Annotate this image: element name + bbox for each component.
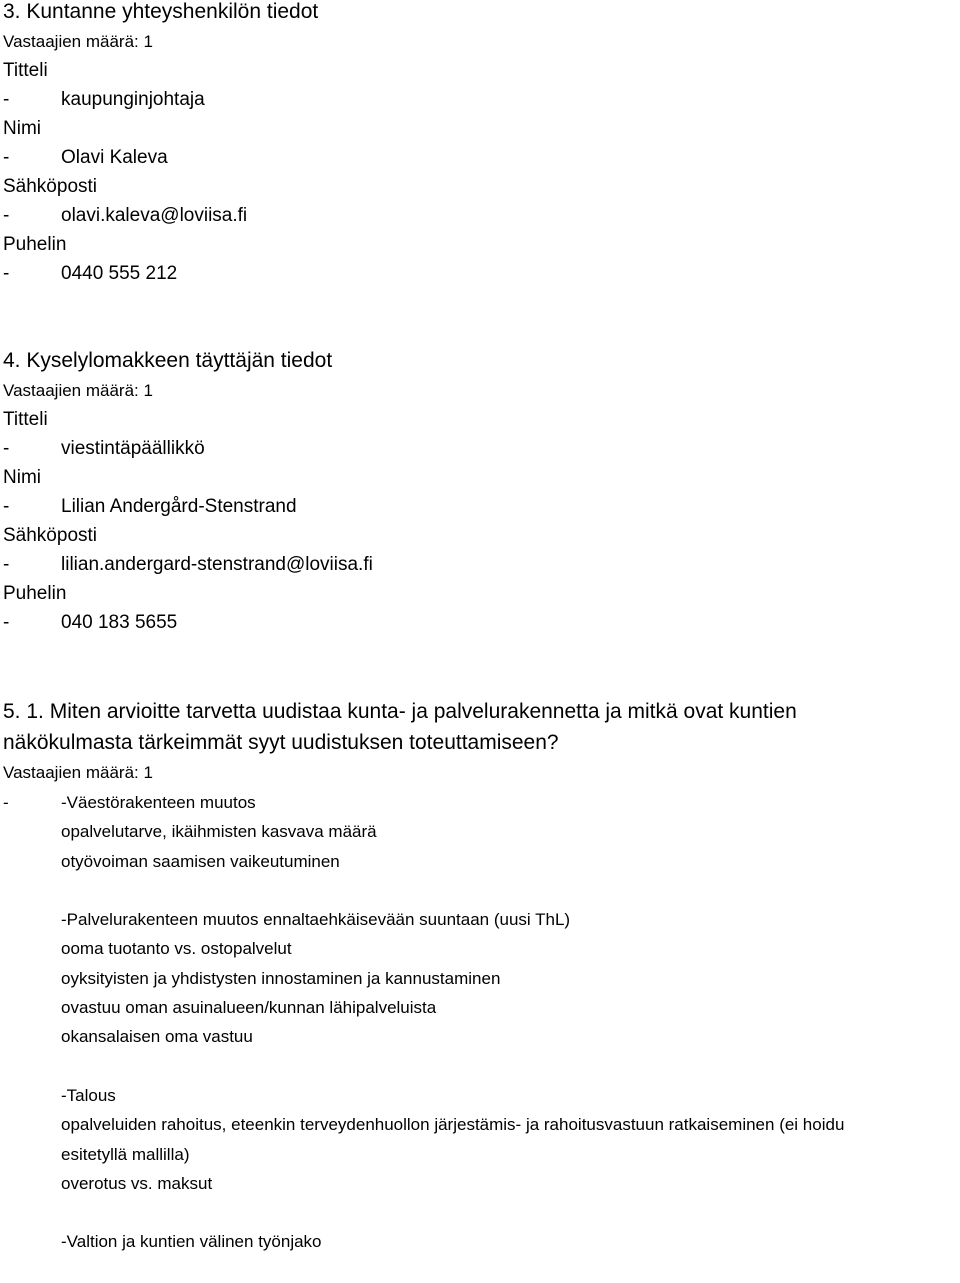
bullet-dash: - bbox=[3, 612, 10, 633]
answer-text: kaupunginjohtaja bbox=[61, 89, 205, 110]
bullet-dash: - bbox=[3, 554, 10, 575]
field-value-name bbox=[3, 492, 958, 521]
field-value-name bbox=[3, 143, 958, 172]
question-title: 5. 1. Miten arvioitte tarvetta uudistaa kunta- ja palvelurakennetta ja mitkä ovat kuntien näkökulmasta tärkeimmät syyt uudistuksen toteuttamiseen? bbox=[3, 700, 797, 754]
field-label-phone: Puhelin bbox=[3, 234, 67, 255]
answer-line bbox=[3, 964, 958, 993]
survey-results-page bbox=[3, 0, 958, 1257]
field-label-title: Titteli bbox=[3, 60, 48, 81]
bullet-dash: - bbox=[3, 205, 10, 226]
answer-line bbox=[3, 788, 958, 817]
field-value-phone bbox=[3, 259, 958, 288]
field-label-name: Nimi bbox=[3, 118, 41, 139]
answer-line bbox=[3, 817, 958, 846]
answer-line bbox=[3, 934, 958, 963]
answer-text: lilian.andergard-stenstrand@loviisa.fi bbox=[61, 554, 373, 575]
answer-line-text: -Palvelurakenteen muutos ennaltaehkäisevään suuntaan (uusi ThL) bbox=[61, 910, 571, 930]
answer-line bbox=[3, 905, 958, 934]
respondent-count: Vastaajien määrä: 1 bbox=[3, 381, 153, 400]
answer-blank-line bbox=[3, 876, 958, 905]
answer-line-text: -Talous bbox=[61, 1085, 116, 1105]
answer-blank-line bbox=[3, 1198, 958, 1227]
answer-line-text: -Valtion ja kuntien välinen työnjako bbox=[61, 1232, 322, 1252]
bullet-dash: - bbox=[3, 147, 10, 168]
answer-line-text: esitetyllä mallilla) bbox=[61, 1144, 190, 1164]
section-title: 4. Kyselylomakkeen täyttäjän tiedot bbox=[3, 349, 333, 372]
field-label-name: Nimi bbox=[3, 467, 41, 488]
answer-text: 0440 555 212 bbox=[61, 263, 178, 284]
respondent-count: Vastaajien määrä: 1 bbox=[3, 32, 153, 51]
section-title: 3. Kuntanne yhteyshenkilön tiedot bbox=[3, 0, 319, 23]
answer-line-text: otyövoiman saamisen vaikeutuminen bbox=[61, 851, 340, 871]
answer-line-text: okansalaisen oma vastuu bbox=[61, 1027, 253, 1047]
field-value-email bbox=[3, 201, 958, 230]
answer-line bbox=[3, 993, 958, 1022]
answer-text: viestintäpäällikkö bbox=[61, 438, 205, 459]
answer-line bbox=[3, 847, 958, 876]
field-label-phone: Puhelin bbox=[3, 583, 67, 604]
field-value-title bbox=[3, 434, 958, 463]
bullet-dash: - bbox=[3, 793, 9, 812]
section-question-1 bbox=[3, 696, 958, 1257]
bullet-dash: - bbox=[3, 496, 10, 517]
field-value-phone bbox=[3, 608, 958, 637]
answer-text: Lilian Andergård-Stenstrand bbox=[61, 496, 297, 517]
bullet-dash: - bbox=[3, 263, 10, 284]
bullet-dash: - bbox=[3, 89, 10, 110]
answer-line-text: opalvelutarve, ikäihmisten kasvava määrä bbox=[61, 822, 377, 842]
field-label-email: Sähköposti bbox=[3, 176, 98, 197]
answer-line bbox=[3, 1110, 958, 1139]
field-value-title bbox=[3, 85, 958, 114]
open-answer bbox=[3, 788, 958, 1257]
answer-line-text: ovastuu oman asuinalueen/kunnan lähipalveluista bbox=[61, 998, 437, 1018]
answer-line-text: ooma tuotanto vs. ostopalvelut bbox=[61, 939, 292, 959]
respondent-count: Vastaajien määrä: 1 bbox=[3, 763, 153, 782]
field-value-email bbox=[3, 550, 958, 579]
bullet-dash: - bbox=[3, 438, 10, 459]
answer-text: Olavi Kaleva bbox=[61, 147, 168, 168]
answer-line bbox=[3, 1022, 958, 1051]
answer-line bbox=[3, 1227, 958, 1256]
answer-line bbox=[3, 1081, 958, 1110]
answer-text: olavi.kaleva@loviisa.fi bbox=[61, 205, 248, 226]
answer-line-text: oyksityisten ja yhdistysten innostaminen ja kannustaminen bbox=[61, 968, 501, 988]
field-label-title: Titteli bbox=[3, 409, 48, 430]
section-form-filler bbox=[3, 346, 958, 637]
answer-blank-line bbox=[3, 1052, 958, 1081]
answer-line-text: overotus vs. maksut bbox=[61, 1173, 213, 1193]
answer-line bbox=[3, 1169, 958, 1198]
field-label-email: Sähköposti bbox=[3, 525, 98, 546]
answer-text: 040 183 5655 bbox=[61, 612, 178, 633]
answer-line bbox=[3, 1140, 958, 1169]
section-contact-person bbox=[3, 0, 958, 288]
answer-line-text: opalveluiden rahoitus, eteenkin terveydenhuollon järjestämis- ja rahoitusvastuun ratkaiseminen (ei hoidu bbox=[61, 1115, 845, 1135]
answer-line-text: -Väestörakenteen muutos bbox=[61, 793, 256, 812]
